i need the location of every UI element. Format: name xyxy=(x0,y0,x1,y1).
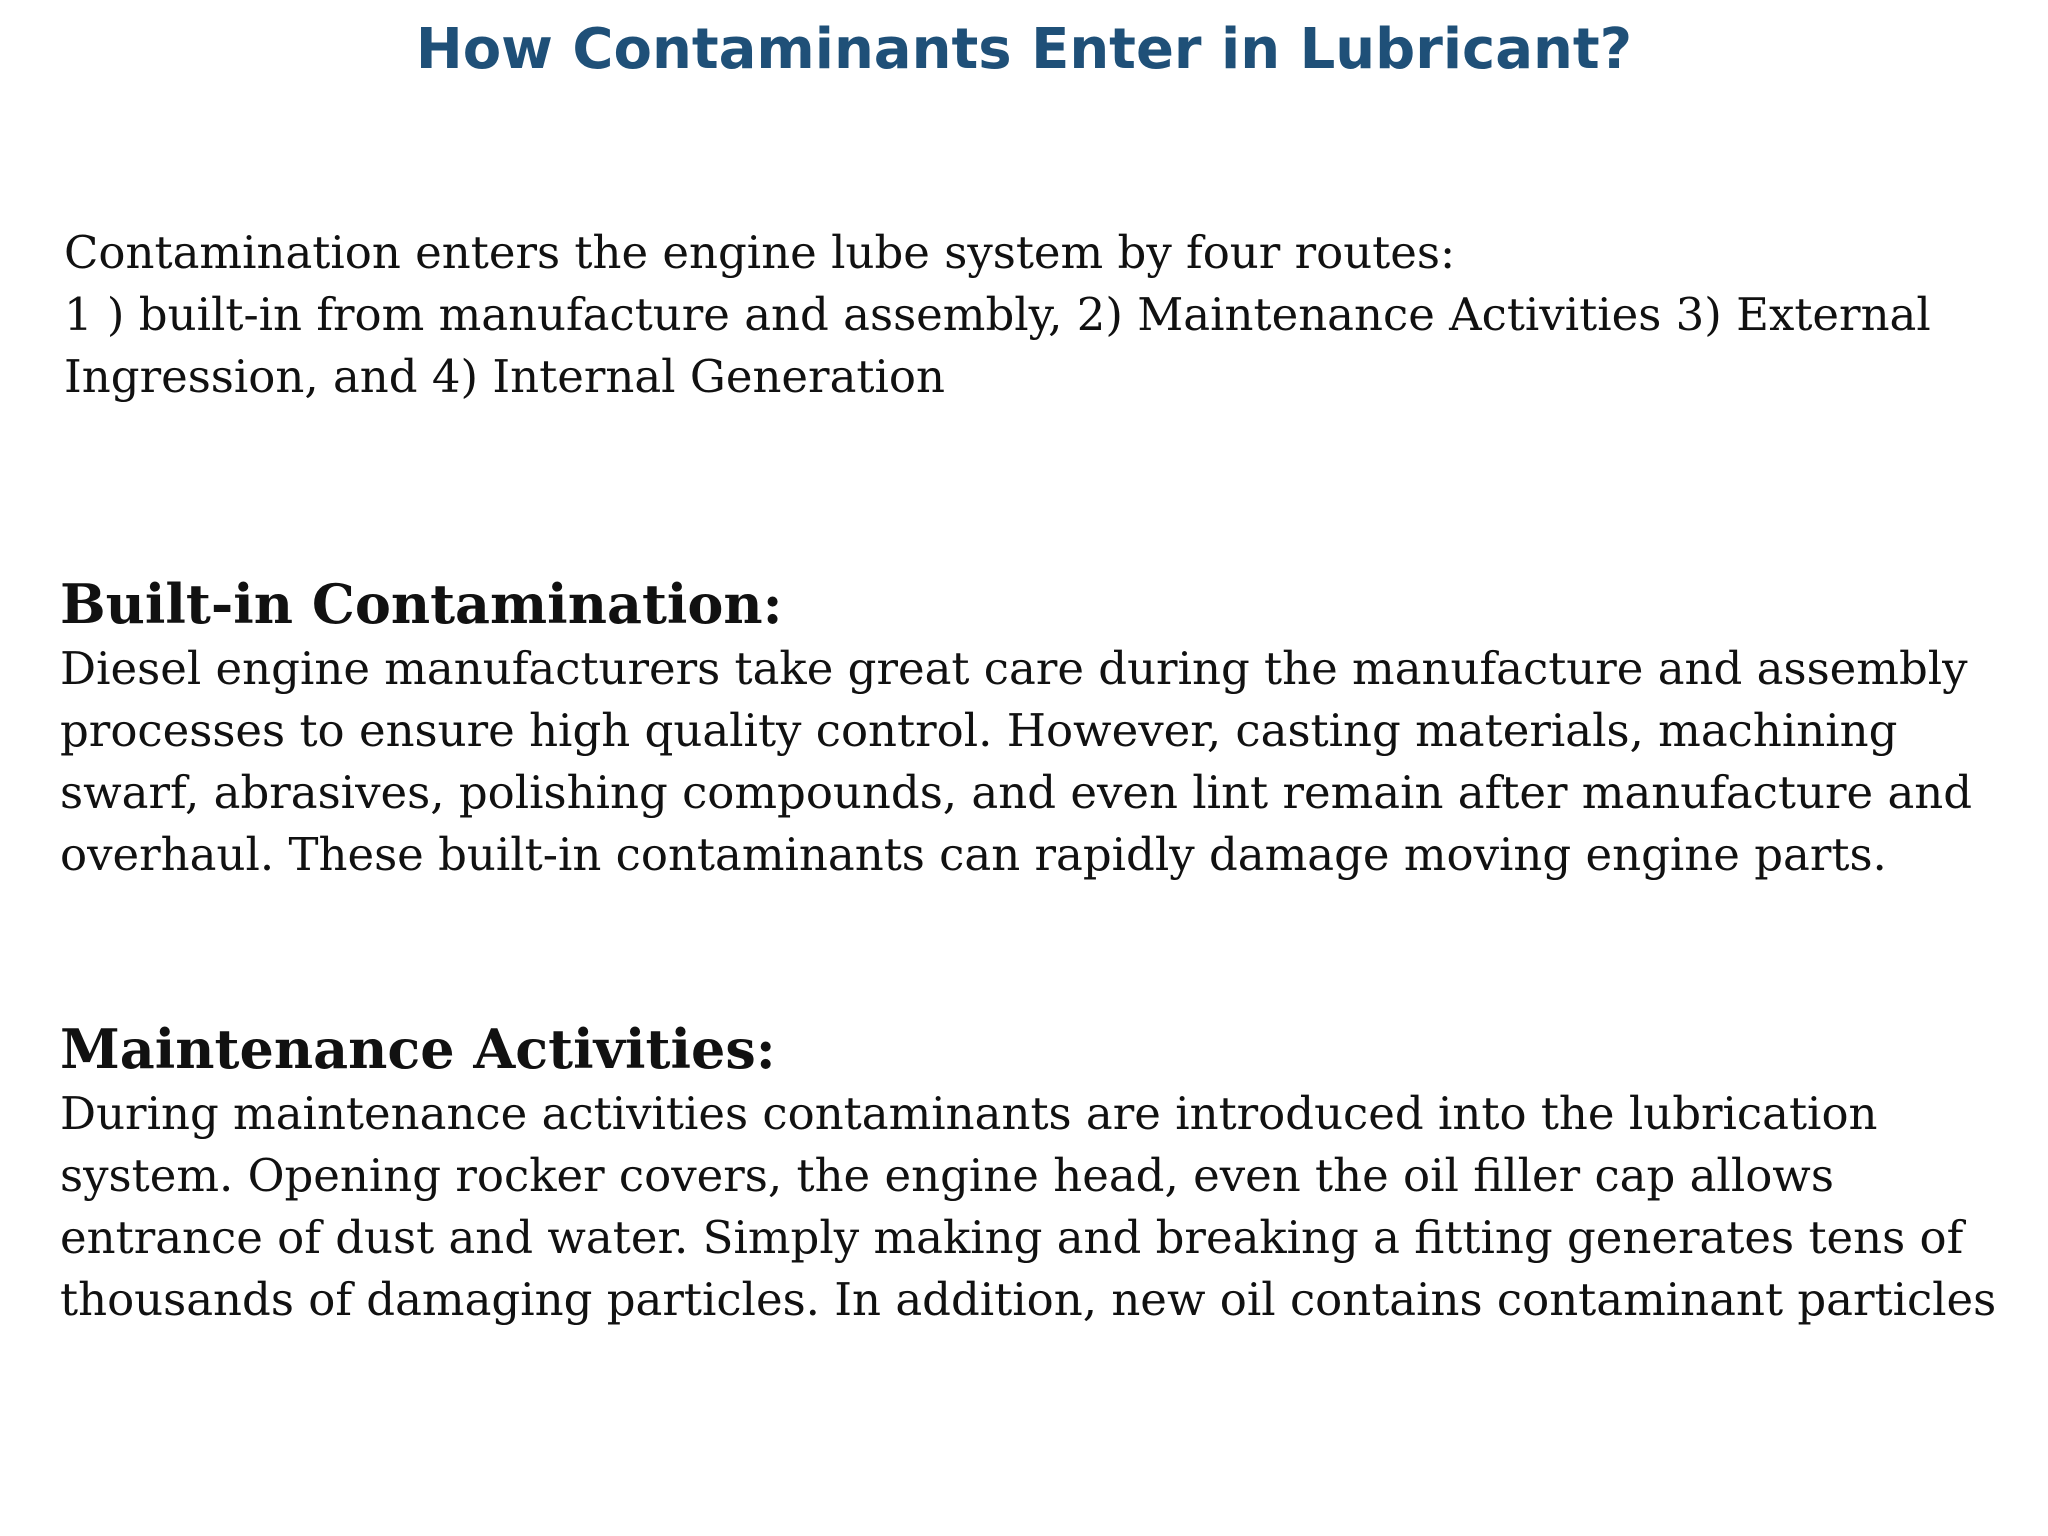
intro-line: Contamination enters the engine lube system by four routes: xyxy=(64,226,1456,279)
body-line: During maintenance activities contaminants are introduced into the lubrication xyxy=(60,1087,1878,1140)
section-heading: Maintenance Activities: xyxy=(60,1017,776,1081)
section-heading: Built-in Contamination: xyxy=(60,572,783,636)
section-body xyxy=(60,1083,2020,1331)
intro-line: 1 ) built-in from manufacture and assembly, 2) Maintenance Activities 3) External xyxy=(64,288,1931,341)
body-line: processes to ensure high quality control. However, casting materials, machining xyxy=(60,704,1898,757)
page-title: How Contaminants Enter in Lubricant? xyxy=(415,17,1633,82)
body-line: thousands of damaging particles. In addition, new oil contains contaminant particles xyxy=(60,1273,1997,1326)
section-body xyxy=(60,638,2020,886)
intro-line: Ingression, and 4) Internal Generation xyxy=(64,350,945,403)
body-line: overhaul. These built-in contaminants can rapidly damage moving engine parts. xyxy=(60,828,1887,881)
section-maintenance-activities xyxy=(60,1015,2020,1331)
body-line: swarf, abrasives, polishing compounds, and even lint remain after manufacture and xyxy=(60,766,1973,819)
body-line: system. Opening rocker covers, the engine head, even the oil filler cap allows xyxy=(60,1149,1834,1202)
body-line: entrance of dust and water. Simply making and breaking a fitting generates tens of xyxy=(60,1211,1964,1264)
body-line: Diesel engine manufacturers take great care during the manufacture and assembly xyxy=(60,642,1968,695)
intro-paragraph xyxy=(64,222,2004,408)
section-built-in-contamination xyxy=(60,570,2020,886)
